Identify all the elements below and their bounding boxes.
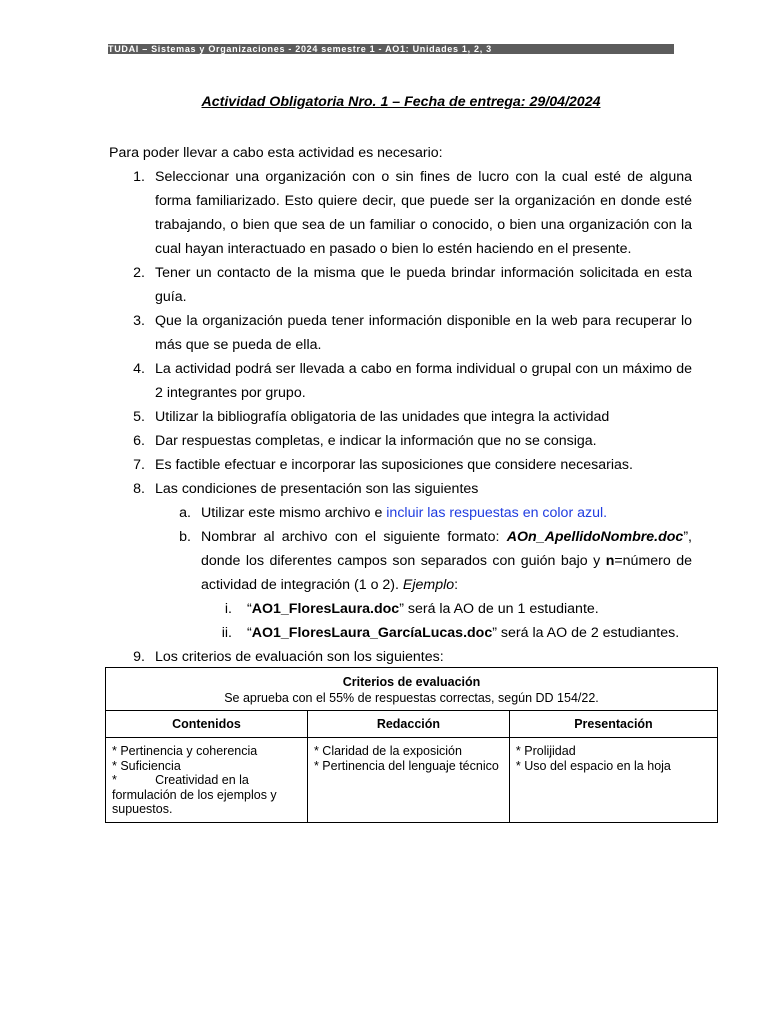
requirements-list bbox=[109, 165, 692, 669]
column-header-contenidos: Contenidos bbox=[106, 711, 308, 738]
criteria-table bbox=[105, 667, 718, 823]
list-item-text: Las condiciones de presentación son las siguientes bbox=[155, 481, 479, 497]
list-item-number: 9. bbox=[133, 649, 145, 665]
column-header-presentacion: Presentación bbox=[509, 711, 717, 738]
list-item bbox=[109, 405, 692, 429]
sub-item-text: Utilizar este mismo archivo e bbox=[201, 505, 387, 521]
criteria-title: Criterios de evaluación bbox=[342, 675, 481, 689]
example-text: ” será la AO de un 1 estudiante. bbox=[399, 601, 599, 617]
list-item-number: 2. bbox=[133, 265, 145, 281]
document-body bbox=[109, 141, 692, 669]
list-item-number: 6. bbox=[133, 433, 145, 449]
list-item-text: Tener un contacto de la misma que le pueda brindar información solicitada en esta guía. bbox=[155, 265, 692, 305]
example-item: i. “AO1_FloresLaura.doc” será la AO de un 1 estudiante. bbox=[109, 597, 692, 621]
example-number: ii. bbox=[221, 625, 232, 641]
list-item-text: Seleccionar una organización con o sin fines de lucro con la cual esté de alguna forma familiarizado. Esto quiere decir, que puede ser la organización en donde esté trabajando, o bien que sea de un familiar o conocido, o bien una organización con la cual hayan interactuado en pasado o bien lo estén haciendo en el presente. bbox=[155, 169, 692, 257]
list-item-text: Dar respuestas completas, e indicar la información que no se consiga. bbox=[155, 433, 597, 449]
intro-paragraph: Para poder llevar a cabo esta actividad es necesario: bbox=[109, 145, 443, 161]
criteria-line: * Suficiencia bbox=[112, 758, 181, 773]
list-item bbox=[109, 357, 692, 405]
document-header: TUDAI – Sistemas y Organizaciones - 2024 semestre 1 - AO1: Unidades 1, 2, 3 bbox=[108, 44, 674, 54]
example-number: i. bbox=[224, 601, 232, 617]
criteria-header bbox=[106, 668, 718, 711]
list-item-number: 8. bbox=[133, 481, 145, 497]
list-item-number: 7. bbox=[133, 457, 145, 473]
presentacion-cell bbox=[509, 738, 717, 823]
list-item-number: 1. bbox=[133, 169, 145, 185]
list-item bbox=[109, 645, 692, 669]
file-format: AOn_ApellidoNombre.doc bbox=[506, 529, 684, 545]
list-item bbox=[109, 165, 692, 261]
list-item bbox=[109, 477, 692, 501]
list-item-text: Utilizar la bibliografía obligatoria de las unidades que integra la actividad bbox=[155, 409, 610, 425]
example-filename: AO1_FloresLaura.doc bbox=[251, 601, 400, 617]
list-item bbox=[109, 309, 692, 357]
list-item-number: 4. bbox=[133, 361, 145, 377]
criteria-line: * Creatividad en la formulación de los ejemplos y supuestos. bbox=[112, 773, 281, 816]
sub-item-text: =número de actividad de integración (1 o 2). bbox=[201, 553, 692, 593]
list-item-text: Que la organización pueda tener información disponible en la web para recuperar lo más que se pueda de ella. bbox=[155, 313, 692, 353]
sub-item-text: ”, donde los diferentes campos son separados con guión bajo y bbox=[201, 529, 692, 569]
redaccion-cell bbox=[307, 738, 509, 823]
contenidos-cell bbox=[106, 738, 308, 823]
criteria-line: * Prolijidad bbox=[515, 744, 576, 758]
list-item-text: Es factible efectuar e incorporar las suposiciones que considere necesarias. bbox=[155, 457, 633, 473]
example-filename: AO1_FloresLaura_GarcíaLucas.doc bbox=[251, 625, 493, 641]
list-item-text: La actividad podrá ser llevada a cabo en forma individual o grupal con un máximo de 2 integrantes por grupo. bbox=[155, 361, 692, 401]
example-item: ii. “AO1_FloresLaura_GarcíaLucas.doc” será la AO de 2 estudiantes. bbox=[109, 621, 692, 645]
sub-item-letter: a. bbox=[179, 505, 191, 521]
sub-item-text: Nombrar al archivo con el siguiente formato: bbox=[201, 529, 507, 545]
sub-item-letter: b. bbox=[179, 529, 191, 545]
example-text: ” será la AO de 2 estudiantes. bbox=[492, 625, 680, 641]
criteria-line: * Uso del espacio en la hoja bbox=[515, 758, 671, 773]
colon: : bbox=[454, 577, 459, 593]
list-item-number: 3. bbox=[133, 313, 145, 329]
list-item bbox=[109, 429, 692, 453]
sub-item-a bbox=[109, 501, 692, 525]
criteria-line: * Claridad de la exposición bbox=[313, 744, 462, 758]
criteria-line: * Pertinencia y coherencia bbox=[112, 744, 258, 758]
n-variable: n bbox=[605, 553, 615, 569]
list-item bbox=[109, 453, 692, 477]
list-item-number: 5. bbox=[133, 409, 145, 425]
column-header-redaccion: Redacción bbox=[307, 711, 509, 738]
criteria-line: * Pertinencia del lenguaje técnico bbox=[313, 758, 499, 773]
ejemplo-label: Ejemplo bbox=[402, 577, 455, 593]
page-title: Actividad Obligatoria Nro. 1 – Fecha de entrega: 29/04/2024 bbox=[201, 94, 601, 110]
sub-item-b bbox=[109, 525, 692, 597]
list-item bbox=[109, 261, 692, 309]
criteria-subtitle: Se aprueba con el 55% de respuestas correctas, según DD 154/22. bbox=[224, 691, 599, 705]
blue-instruction-text: incluir las respuestas en color azul. bbox=[386, 505, 608, 521]
list-item-text: Los criterios de evaluación son los siguientes: bbox=[155, 649, 444, 665]
